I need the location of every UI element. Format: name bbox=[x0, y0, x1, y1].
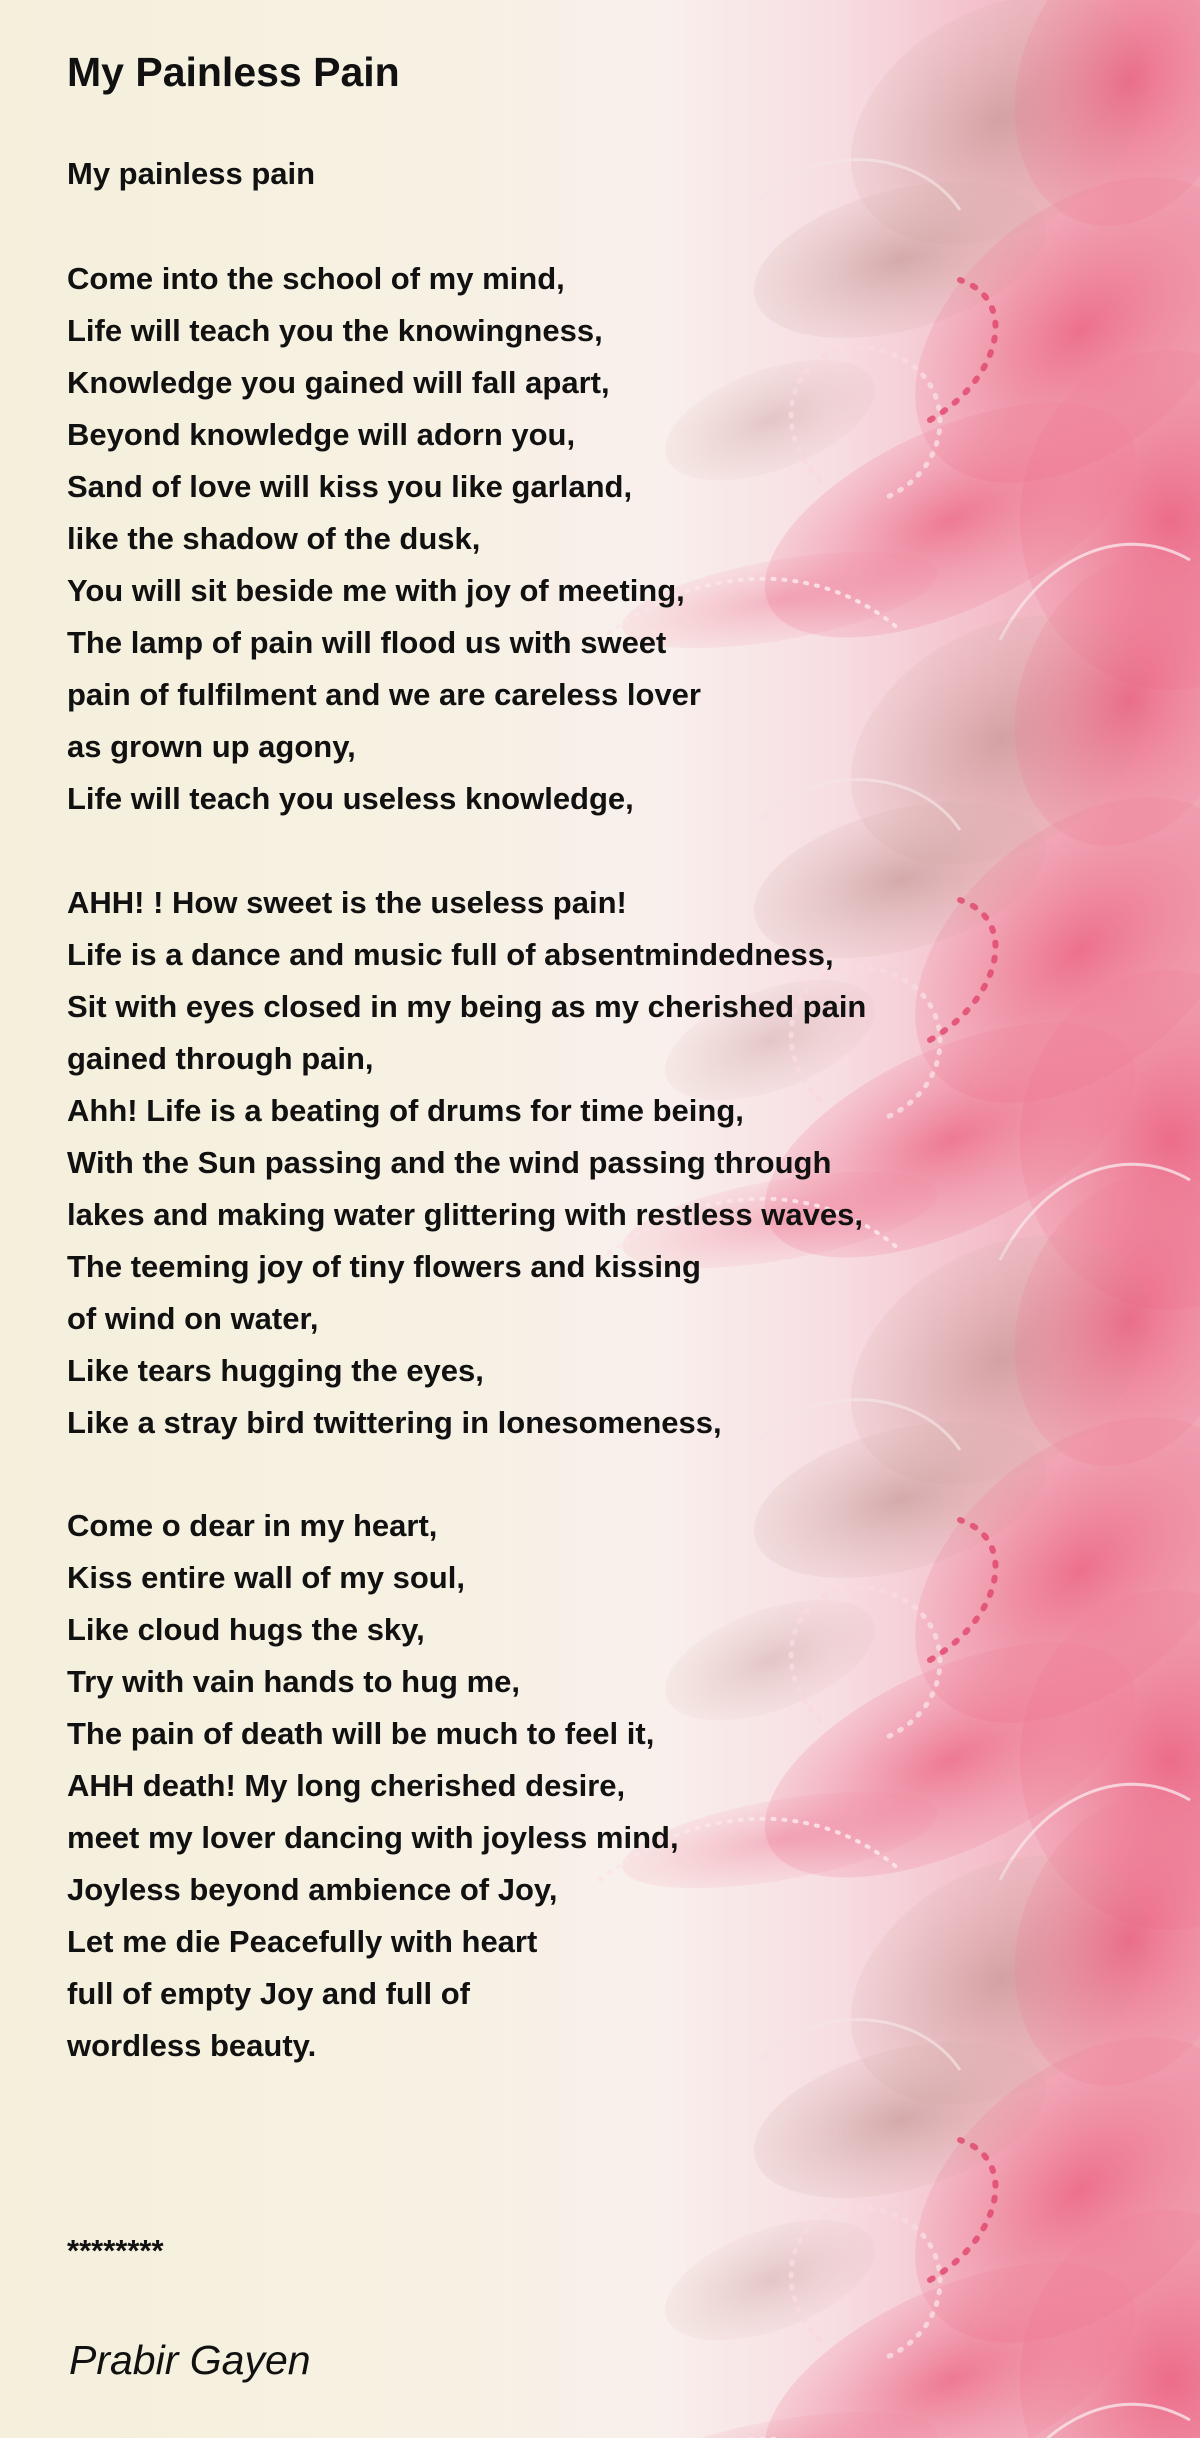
stanza-2 bbox=[67, 877, 866, 1449]
poem-line: Kiss entire wall of my soul, bbox=[67, 1560, 465, 1595]
poem-line: Like cloud hugs the sky, bbox=[67, 1612, 425, 1647]
poem-line: lakes and making water glittering with restless waves, bbox=[67, 1197, 863, 1232]
poem-line: Life is a dance and music full of absentmindedness, bbox=[67, 937, 834, 972]
poem-line: The pain of death will be much to feel it, bbox=[67, 1716, 655, 1751]
poem-line: AHH! ! How sweet is the useless pain! bbox=[67, 885, 627, 920]
poem-subtitle-block bbox=[67, 148, 315, 200]
separator-block bbox=[67, 2225, 164, 2277]
stanza-1 bbox=[67, 253, 701, 825]
poem-line: The lamp of pain will flood us with sweet bbox=[67, 625, 667, 660]
poem-line: Sand of love will kiss you like garland, bbox=[67, 469, 633, 504]
poem-subtitle: My painless pain bbox=[67, 156, 316, 191]
author-name: Prabir Gayen bbox=[69, 2337, 311, 2383]
poem-line: Knowledge you gained will fall apart, bbox=[67, 365, 610, 400]
poem-line: Let me die Peacefully with heart bbox=[67, 1924, 538, 1959]
poem-line: Try with vain hands to hug me, bbox=[67, 1664, 520, 1699]
poem-line: Like tears hugging the eyes, bbox=[67, 1353, 484, 1388]
poem-line: Beyond knowledge will adorn you, bbox=[67, 417, 576, 452]
poem-line: like the shadow of the dusk, bbox=[67, 521, 481, 556]
poem-line: Life will teach you the knowingness, bbox=[67, 313, 603, 348]
poem-line: Ahh! Life is a beating of drums for time being, bbox=[67, 1093, 744, 1128]
poem-line: You will sit beside me with joy of meeting, bbox=[67, 573, 685, 608]
poem-line: Life will teach you useless knowledge, bbox=[67, 781, 634, 816]
poem-line: The teeming joy of tiny flowers and kissing bbox=[67, 1249, 701, 1284]
poem-line: as grown up agony, bbox=[67, 729, 356, 764]
poem-title: My Painless Pain bbox=[67, 49, 400, 95]
poem-line: of wind on water, bbox=[67, 1301, 319, 1336]
poem-line: pain of fulfilment and we are careless lover bbox=[67, 677, 701, 712]
poem-line: full of empty Joy and full of bbox=[67, 1976, 470, 2011]
separator: ******** bbox=[67, 2233, 164, 2268]
poem-line: gained through pain, bbox=[67, 1041, 374, 1076]
poem-line: Joyless beyond ambience of Joy, bbox=[67, 1872, 558, 1907]
poem-line: With the Sun passing and the wind passing through bbox=[67, 1145, 832, 1180]
poem-line: Like a stray bird twittering in lonesomeness, bbox=[67, 1405, 722, 1440]
poem-line: Come into the school of my mind, bbox=[67, 261, 565, 296]
poem-line: AHH death! My long cherished desire, bbox=[67, 1768, 626, 1803]
poem-line: wordless beauty. bbox=[67, 2028, 317, 2063]
stanza-3 bbox=[67, 1500, 679, 2072]
poem-line: Sit with eyes closed in my being as my cherished pain bbox=[67, 989, 867, 1024]
poem-line: meet my lover dancing with joyless mind, bbox=[67, 1820, 679, 1855]
poem-line: Come o dear in my heart, bbox=[67, 1508, 438, 1543]
